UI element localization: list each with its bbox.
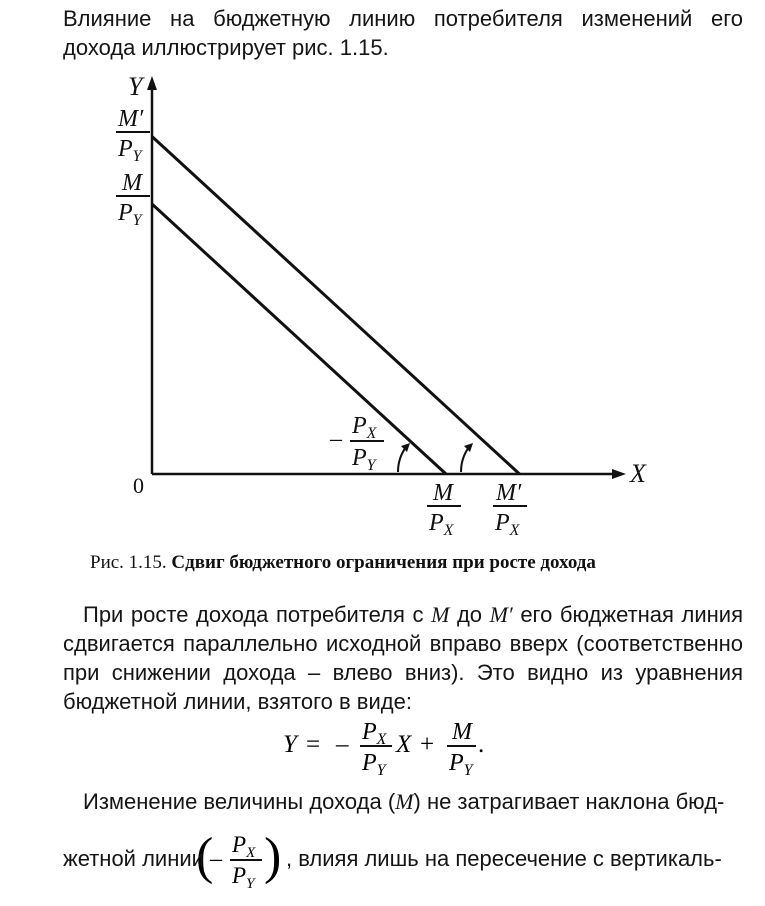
text-run: При росте дохода потребителя с <box>83 602 432 627</box>
x-axis-label: X <box>630 459 646 488</box>
origin-label: 0 <box>133 473 144 498</box>
eq-lhs: Y <box>283 731 297 758</box>
fraction-numerator: $P_X$ <box>352 413 377 442</box>
eq-plus: + <box>420 731 435 758</box>
fraction-denominator: $P_Y$ <box>352 445 376 474</box>
fraction-numerator: M′ <box>496 480 522 506</box>
slope-minus: – <box>330 426 342 452</box>
eq-frac2-den: $P_Y$ <box>449 750 473 779</box>
paren-frac-num: $P_X$ <box>232 832 256 861</box>
math-var: M′ <box>489 602 513 627</box>
eq-period: . <box>478 731 485 758</box>
paragraph4-end: , влияя лишь на пересечение с вертикаль- <box>286 846 722 871</box>
paren-open: ( <box>196 828 214 885</box>
fraction-denominator: $P_Y$ <box>118 136 142 165</box>
fraction-denominator: $P_Y$ <box>118 200 142 229</box>
text-run: Изменение величины дохода ( <box>83 789 396 814</box>
paren-minus: – <box>210 846 222 872</box>
y-axis-label: Y <box>128 72 143 101</box>
caption-prefix: Рис. 1.15. <box>90 552 167 573</box>
text-run: до <box>449 602 490 627</box>
paren-frac-den: $P_Y$ <box>232 863 255 892</box>
fraction-denominator: $P_X$ <box>429 510 454 539</box>
eq-frac1-den: $P_Y$ <box>362 750 386 779</box>
paragraph4-start: жетной линии <box>63 846 204 871</box>
caption-title: Сдвиг бюджетного ограничения при росте дохода <box>171 552 596 573</box>
paren-close: ) <box>264 828 282 885</box>
fraction-numerator: M <box>122 170 142 196</box>
eq-equals: = <box>306 731 321 758</box>
eq-var-x: X <box>396 731 412 758</box>
fraction-denominator: $P_X$ <box>495 510 520 539</box>
paragraph-slope <box>63 787 743 816</box>
eq-frac2-num: M <box>452 719 472 745</box>
math-var: M <box>431 602 450 627</box>
eq-frac1-num: $P_X$ <box>362 719 387 748</box>
fraction-numerator: M′ <box>118 106 144 132</box>
eq-minus: – <box>336 731 349 758</box>
intro-paragraph: Влияние на бюджетную линию потребителя изменений его дохода иллюстрирует рис. 1.15. <box>63 6 743 60</box>
text-run: его бюджетная линия сдвигается параллельно исходной вправо вверх (соответственно при снижении дохода – влево вниз). Это видно из уравнения бюджетной линии, взятого в виде: <box>63 602 743 714</box>
math-var: M <box>395 789 414 814</box>
fraction-numerator: M <box>433 480 453 506</box>
text-run: ) не затрагивает наклона бюд- <box>413 789 725 814</box>
